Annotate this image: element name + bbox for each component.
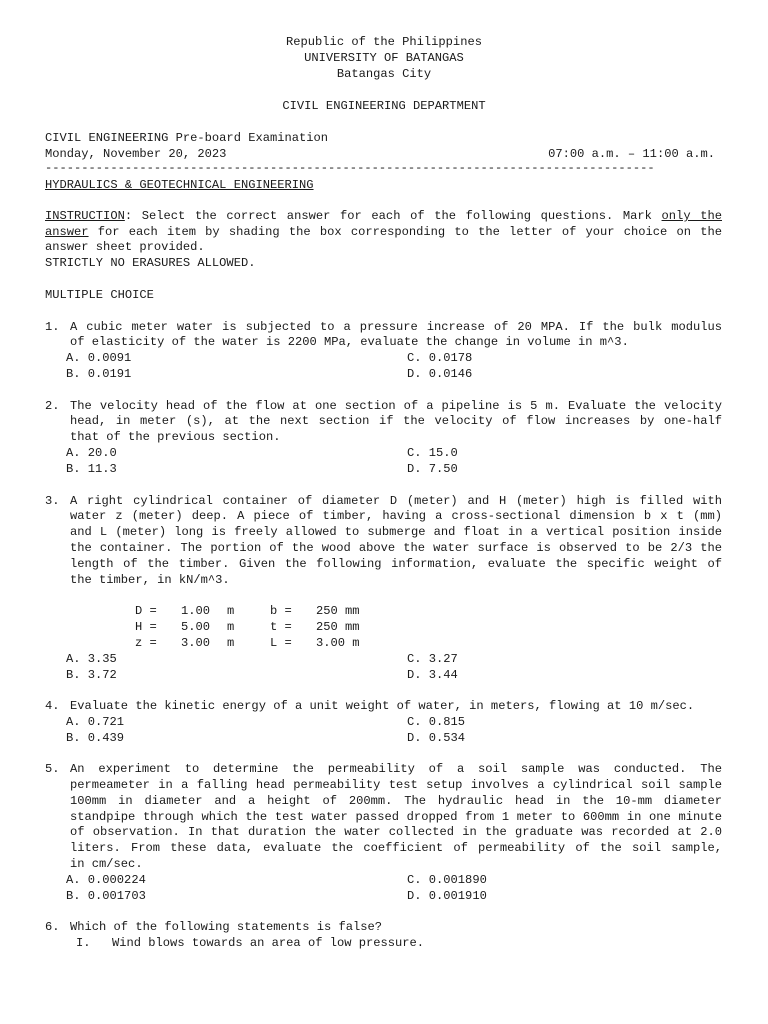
choice-b: B. 11.3: [66, 462, 117, 476]
given-value: 250 mm: [316, 604, 360, 618]
question-number: 4.: [45, 699, 60, 713]
choice-c: C. 0.001890: [407, 873, 487, 887]
choice-a: A. 20.0: [66, 446, 117, 460]
exam-time: 07:00 a.m. – 11:00 a.m.: [548, 147, 715, 161]
choice-c: C. 3.27: [407, 652, 458, 666]
subject-title: HYDRAULICS & GEOTECHNICAL ENGINEERING: [45, 178, 314, 192]
choice-a: A. 0.000224: [66, 873, 146, 887]
choice-c: C. 15.0: [407, 446, 458, 460]
exam-title: CIVIL ENGINEERING Pre-board Examination: [45, 131, 329, 145]
given-value: 5.00: [181, 620, 211, 634]
question-text-line: the container. The portion of the wood above the water surface is observed to be 2/3 the: [70, 541, 722, 555]
instruction-emphasis-2: answer: [45, 225, 89, 239]
question-text-line: The velocity head of the flow at one section of a pipeline is 5 m. Evaluate the velocity: [70, 399, 722, 413]
question-number: 5.: [45, 762, 60, 776]
question-number: 3.: [45, 494, 60, 508]
question-text-line: that of the previous section.: [70, 430, 281, 444]
choice-b: B. 3.72: [66, 668, 117, 682]
department-name: CIVIL ENGINEERING DEPARTMENT: [282, 99, 486, 113]
question-text-line: permeameter in a falling head permeability test setup involves a cylindrical soil sample: [70, 778, 722, 792]
given-value: 250 mm: [316, 620, 360, 634]
exam-date: Monday, November 20, 2023: [45, 147, 227, 161]
choice-c: C. 0.0178: [407, 351, 473, 365]
question-text-line: water z (meter) deep. A piece of timber, having a cross-sectional dimension b x t (mm): [70, 509, 722, 523]
question-text-line: of elasticity of the water is 2200 MPa, evaluate the change in volume in m^3.: [70, 335, 629, 349]
section-title: MULTIPLE CHOICE: [45, 288, 154, 302]
question-number: 1.: [45, 320, 60, 334]
choice-d: D. 0.534: [407, 731, 466, 745]
given-unit: m: [227, 636, 235, 650]
city-line: Batangas City: [336, 67, 432, 81]
instruction-line-2: answer for each item by shading the box corresponding to the letter of your choice on the: [45, 225, 722, 239]
question-text-line: An experiment to determine the permeability of a soil sample was conducted. The: [70, 762, 722, 776]
question-text-line: Evaluate the kinetic energy of a unit weight of water, in meters, flowing at 10 m/sec.: [70, 699, 695, 713]
question-text-line: 100mm in diameter and a height of 200mm. The hydraulic head in the 10-mm diameter: [70, 794, 722, 808]
given-unit: m: [227, 620, 235, 634]
given-label: D =: [135, 604, 157, 618]
given-unit: m: [227, 604, 235, 618]
choice-a: A. 0.721: [66, 715, 125, 729]
given-label: t =: [270, 620, 292, 634]
question-text-line: Which of the following statements is false?: [70, 920, 383, 934]
choice-b: B. 0.439: [66, 731, 125, 745]
choice-a: A. 0.0091: [66, 351, 132, 365]
question-text-line: liters. From these data, evaluate the coefficient of permeability of the soil sample,: [70, 841, 722, 855]
question-number: 6.: [45, 920, 60, 934]
statement-numeral: I.: [76, 936, 91, 950]
question-text-line: standpipe through which the test water passed dropped from 1 meter to 600mm in one minute: [70, 810, 722, 824]
choice-d: D. 0.001910: [407, 889, 487, 903]
choice-a: A. 3.35: [66, 652, 117, 666]
choice-b: B. 0.0191: [66, 367, 132, 381]
choice-d: D. 3.44: [407, 668, 458, 682]
instruction-emphasis-1: only the: [661, 209, 722, 223]
given-label: L =: [270, 636, 292, 650]
question-number: 2.: [45, 399, 60, 413]
question-text-line: the timber, in kN/m^3.: [70, 573, 230, 587]
question-text-line: and L (meter) long is freely allowed to submerge and float in a vertical position inside: [70, 525, 722, 539]
question-text-line: of observation. In that duration the water collected in the graduate was recorded at 2.0: [70, 825, 722, 839]
divider: ------------------------------------------------------------------------------------: [45, 161, 655, 175]
given-label: z =: [135, 636, 157, 650]
given-label: b =: [270, 604, 292, 618]
question-text-line: A right cylindrical container of diameter D (meter) and H (meter) high is filled with: [70, 494, 722, 508]
instruction-line-4: STRICTLY NO ERASURES ALLOWED.: [45, 256, 256, 270]
statement-text: Wind blows towards an area of low pressure.: [112, 936, 425, 950]
choice-d: D. 0.0146: [407, 367, 473, 381]
question-text-line: head, in meter (s), at the next section if the velocity of flow increases by one-half: [70, 414, 722, 428]
choice-c: C. 0.815: [407, 715, 466, 729]
instruction-line-3: answer sheet provided.: [45, 240, 205, 254]
question-text-line: length of the timber. Given the following information, evaluate the specific weight of: [70, 557, 722, 571]
question-text-line: A cubic meter water is subjected to a pressure increase of 20 MPA. If the bulk modulus: [70, 320, 722, 334]
question-text-line: in cm/sec.: [70, 857, 143, 871]
given-value: 3.00: [181, 636, 211, 650]
choice-b: B. 0.001703: [66, 889, 146, 903]
given-value: 1.00: [181, 604, 211, 618]
republic-line: Republic of the Philippines: [286, 35, 482, 49]
instruction-line-1: INSTRUCTION: Select the correct answer for each of the following questions. Mark only the: [45, 209, 722, 223]
instruction-label: INSTRUCTION: [45, 209, 125, 223]
given-value: 3.00 m: [316, 636, 360, 650]
choice-d: D. 7.50: [407, 462, 458, 476]
university-name: UNIVERSITY OF BATANGAS: [304, 51, 464, 65]
given-label: H =: [135, 620, 157, 634]
